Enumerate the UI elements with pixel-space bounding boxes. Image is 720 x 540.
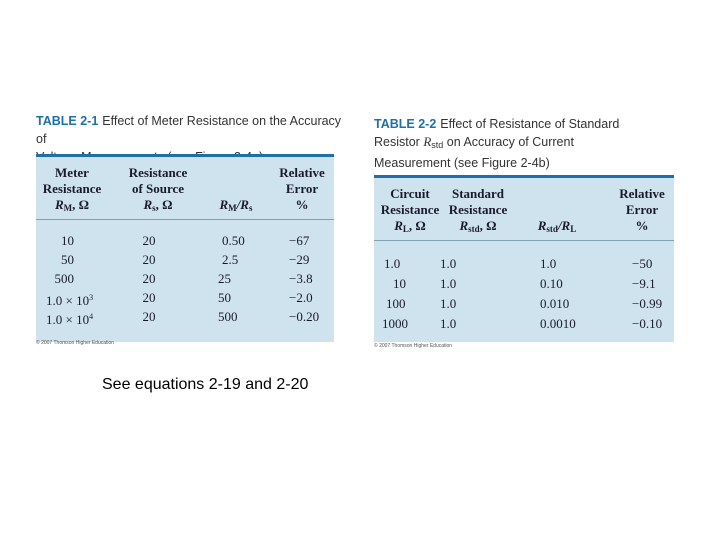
- table-2-2: [374, 115, 676, 355]
- header-divider: [374, 240, 674, 241]
- header-relative-error: Relative Error %: [279, 165, 325, 212]
- table-2-2-label: TABLE 2-2: [374, 117, 437, 131]
- table-row: $1.0 \times 10^4$ 20 500 −0.20: [46, 309, 320, 327]
- table-row: 1.0 1.0 1.0 −50: [384, 256, 653, 271]
- header-source-resistance: Resistance of Source $R_s$, Ω: [128, 165, 188, 213]
- header-standard-resistance: Standard Resistance $R_{std}$, Ω: [448, 186, 508, 234]
- table-row: 10 1.0 0.10 −9.1: [393, 276, 656, 291]
- header-meter-resistance: Meter Resistance $R_M$, Ω: [42, 165, 102, 213]
- table-2-2-body: [374, 175, 674, 342]
- header-circuit-resistance: Circuit Resistance $R_L$, Ω: [380, 186, 440, 234]
- table-2-1-body: [36, 154, 334, 342]
- table-row: $1.0 \times 10^3$ 20 50 −2.0: [46, 290, 313, 308]
- table-2-2-title-line1: Effect of Resistance of Standard: [440, 117, 620, 131]
- table-2-2-copyright: © 2007 Thomson Higher Education: [374, 343, 453, 349]
- table-row: 1000 1.0 0.0010 −0.10: [382, 316, 663, 331]
- table-2-1-title-line1: Effect of Meter Resistance on the Accuracy of: [36, 114, 342, 146]
- table-2-1-copyright: © 2007 Thomson Higher Education: [36, 340, 115, 346]
- header-relative-error: Relative Error %: [619, 186, 665, 233]
- table-2-2-caption: TABLE 2-2 Effect of Resistance of Standard Resistor $R_{std}$ on Accuracy of Current Measurement (see Figure 2-4b): [374, 117, 620, 170]
- table-2-1-label: TABLE 2-1: [36, 114, 99, 128]
- table-2-1: [36, 112, 342, 347]
- table-row: 500 20 25 −3.8: [54, 271, 313, 286]
- table-row: 50 20 2.5 −29: [61, 252, 310, 267]
- header-ratio: $R_{std}/R_L$: [537, 218, 577, 234]
- table-row: 100 1.0 0.010 −0.99: [386, 296, 663, 311]
- equation-note: See equations 2-19 and 2-20: [102, 376, 309, 393]
- header-divider: [36, 219, 334, 220]
- header-ratio: $R_M/R_s$: [219, 197, 253, 213]
- table-2-2-title-line3: Measurement (see Figure 2-4b): [374, 156, 550, 170]
- table-row: 10 20 0.50 −67: [61, 233, 310, 248]
